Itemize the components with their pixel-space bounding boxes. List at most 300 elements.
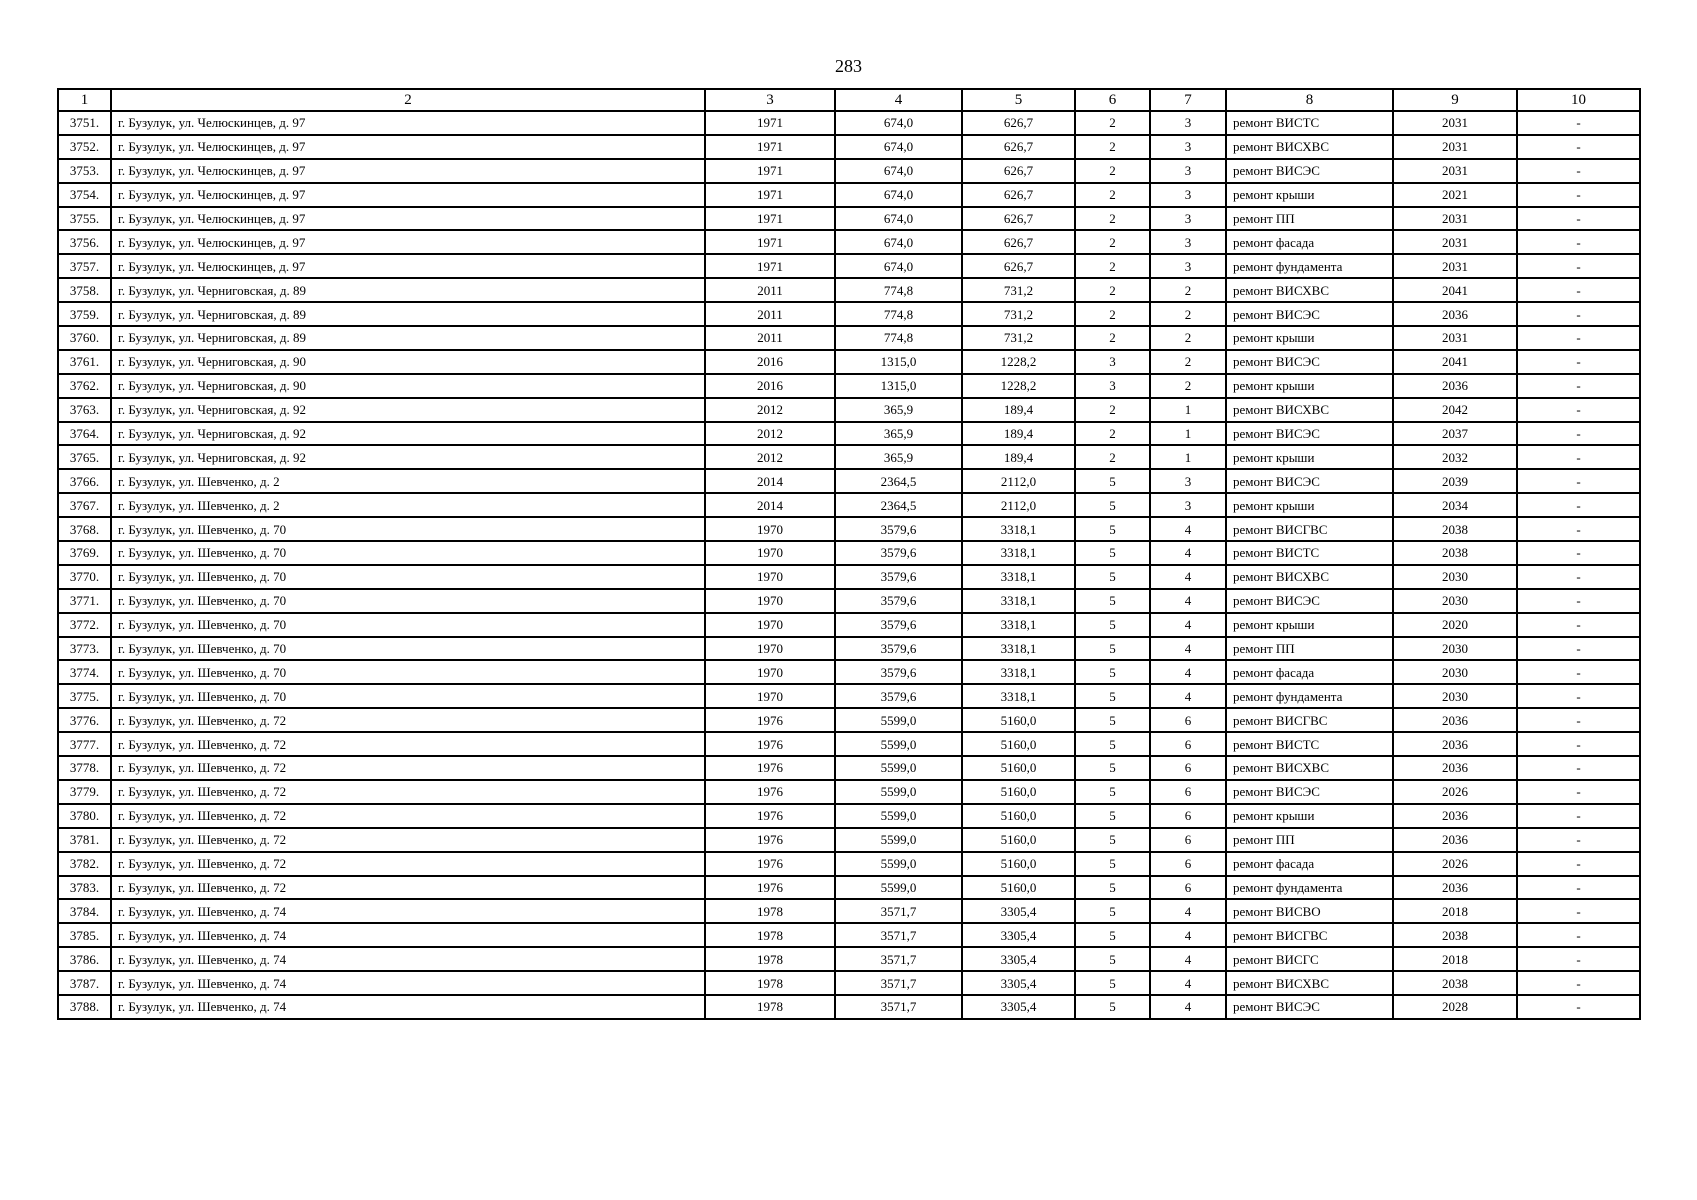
- note-cell: -: [1517, 828, 1640, 852]
- work-type-cell: ремонт фундамента: [1226, 876, 1393, 900]
- floors-count-cell: 5: [1075, 517, 1150, 541]
- living-area-cell: 3318,1: [962, 589, 1075, 613]
- entrances-count-cell: 1: [1150, 445, 1226, 469]
- living-area-cell: 5160,0: [962, 876, 1075, 900]
- total-area-cell: 3579,6: [835, 660, 962, 684]
- table-row: [58, 756, 1640, 780]
- address-cell: г. Бузулук, ул. Черниговская, д. 90: [111, 350, 705, 374]
- entrances-count-cell: 6: [1150, 852, 1226, 876]
- planned-year-cell: 2021: [1393, 183, 1517, 207]
- total-area-cell: 5599,0: [835, 804, 962, 828]
- total-area-cell: 5599,0: [835, 756, 962, 780]
- table-row: [58, 517, 1640, 541]
- table-row: [58, 541, 1640, 565]
- entrances-count-cell: 3: [1150, 111, 1226, 135]
- planned-year-cell: 2036: [1393, 732, 1517, 756]
- column-header: 9: [1393, 89, 1517, 111]
- total-area-cell: 674,0: [835, 183, 962, 207]
- floors-count-cell: 5: [1075, 947, 1150, 971]
- entrances-count-cell: 3: [1150, 230, 1226, 254]
- row-number-cell: 3765.: [58, 445, 111, 469]
- floors-count-cell: 2: [1075, 111, 1150, 135]
- table-row: [58, 183, 1640, 207]
- total-area-cell: 1315,0: [835, 350, 962, 374]
- year-built-cell: 1976: [705, 828, 835, 852]
- living-area-cell: 626,7: [962, 159, 1075, 183]
- total-area-cell: 5599,0: [835, 732, 962, 756]
- row-number-cell: 3761.: [58, 350, 111, 374]
- note-cell: -: [1517, 947, 1640, 971]
- table-row: [58, 589, 1640, 613]
- address-cell: г. Бузулук, ул. Черниговская, д. 89: [111, 278, 705, 302]
- floors-count-cell: 5: [1075, 493, 1150, 517]
- floors-count-cell: 5: [1075, 565, 1150, 589]
- year-built-cell: 2012: [705, 445, 835, 469]
- entrances-count-cell: 3: [1150, 469, 1226, 493]
- note-cell: -: [1517, 350, 1640, 374]
- living-area-cell: 2112,0: [962, 493, 1075, 517]
- row-number-cell: 3776.: [58, 708, 111, 732]
- note-cell: -: [1517, 684, 1640, 708]
- entrances-count-cell: 6: [1150, 804, 1226, 828]
- living-area-cell: 189,4: [962, 422, 1075, 446]
- total-area-cell: 3571,7: [835, 923, 962, 947]
- row-number-cell: 3762.: [58, 374, 111, 398]
- total-area-cell: 365,9: [835, 398, 962, 422]
- total-area-cell: 674,0: [835, 159, 962, 183]
- note-cell: -: [1517, 183, 1640, 207]
- table-row: [58, 637, 1640, 661]
- entrances-count-cell: 4: [1150, 899, 1226, 923]
- planned-year-cell: 2026: [1393, 780, 1517, 804]
- address-cell: г. Бузулук, ул. Шевченко, д. 72: [111, 756, 705, 780]
- note-cell: -: [1517, 589, 1640, 613]
- floors-count-cell: 5: [1075, 660, 1150, 684]
- year-built-cell: 1976: [705, 876, 835, 900]
- work-type-cell: ремонт крыши: [1226, 445, 1393, 469]
- row-number-cell: 3760.: [58, 326, 111, 350]
- row-number-cell: 3775.: [58, 684, 111, 708]
- floors-count-cell: 5: [1075, 613, 1150, 637]
- work-type-cell: ремонт ВИСЭС: [1226, 159, 1393, 183]
- year-built-cell: 1971: [705, 159, 835, 183]
- floors-count-cell: 5: [1075, 995, 1150, 1019]
- floors-count-cell: 2: [1075, 398, 1150, 422]
- address-cell: г. Бузулук, ул. Челюскинцев, д. 97: [111, 254, 705, 278]
- work-type-cell: ремонт фасада: [1226, 852, 1393, 876]
- work-type-cell: ремонт ВИСТС: [1226, 732, 1393, 756]
- floors-count-cell: 5: [1075, 780, 1150, 804]
- note-cell: -: [1517, 541, 1640, 565]
- work-type-cell: ремонт ВИСХВС: [1226, 565, 1393, 589]
- note-cell: -: [1517, 565, 1640, 589]
- floors-count-cell: 5: [1075, 684, 1150, 708]
- floors-count-cell: 5: [1075, 804, 1150, 828]
- work-type-cell: ремонт ВИСХВС: [1226, 398, 1393, 422]
- total-area-cell: 674,0: [835, 207, 962, 231]
- entrances-count-cell: 3: [1150, 254, 1226, 278]
- entrances-count-cell: 3: [1150, 183, 1226, 207]
- address-cell: г. Бузулук, ул. Челюскинцев, д. 97: [111, 207, 705, 231]
- row-number-cell: 3770.: [58, 565, 111, 589]
- work-type-cell: ремонт крыши: [1226, 183, 1393, 207]
- row-number-cell: 3753.: [58, 159, 111, 183]
- note-cell: -: [1517, 780, 1640, 804]
- address-cell: г. Бузулук, ул. Шевченко, д. 72: [111, 828, 705, 852]
- row-number-cell: 3755.: [58, 207, 111, 231]
- address-cell: г. Бузулук, ул. Шевченко, д. 72: [111, 708, 705, 732]
- floors-count-cell: 2: [1075, 254, 1150, 278]
- address-cell: г. Бузулук, ул. Шевченко, д. 74: [111, 971, 705, 995]
- work-type-cell: ремонт ВИСЭС: [1226, 589, 1393, 613]
- living-area-cell: 3318,1: [962, 541, 1075, 565]
- note-cell: -: [1517, 493, 1640, 517]
- year-built-cell: 1971: [705, 111, 835, 135]
- address-cell: г. Бузулук, ул. Черниговская, д. 89: [111, 302, 705, 326]
- table-row: [58, 350, 1640, 374]
- living-area-cell: 3305,4: [962, 923, 1075, 947]
- column-header: 6: [1075, 89, 1150, 111]
- row-number-cell: 3757.: [58, 254, 111, 278]
- address-cell: г. Бузулук, ул. Челюскинцев, д. 97: [111, 230, 705, 254]
- floors-count-cell: 2: [1075, 183, 1150, 207]
- year-built-cell: 1970: [705, 565, 835, 589]
- entrances-count-cell: 2: [1150, 278, 1226, 302]
- work-type-cell: ремонт ПП: [1226, 207, 1393, 231]
- work-type-cell: ремонт крыши: [1226, 493, 1393, 517]
- year-built-cell: 2014: [705, 493, 835, 517]
- floors-count-cell: 2: [1075, 230, 1150, 254]
- work-type-cell: ремонт ВИСГВС: [1226, 923, 1393, 947]
- year-built-cell: 1976: [705, 852, 835, 876]
- table-row: [58, 254, 1640, 278]
- column-header: 10: [1517, 89, 1640, 111]
- address-cell: г. Бузулук, ул. Черниговская, д. 92: [111, 422, 705, 446]
- entrances-count-cell: 2: [1150, 326, 1226, 350]
- note-cell: -: [1517, 804, 1640, 828]
- address-cell: г. Бузулук, ул. Шевченко, д. 70: [111, 517, 705, 541]
- note-cell: -: [1517, 445, 1640, 469]
- year-built-cell: 2016: [705, 374, 835, 398]
- floors-count-cell: 3: [1075, 350, 1150, 374]
- entrances-count-cell: 6: [1150, 828, 1226, 852]
- row-number-cell: 3778.: [58, 756, 111, 780]
- table-row: [58, 159, 1640, 183]
- total-area-cell: 3579,6: [835, 565, 962, 589]
- row-number-cell: 3751.: [58, 111, 111, 135]
- address-cell: г. Бузулук, ул. Шевченко, д. 74: [111, 947, 705, 971]
- table-row: [58, 780, 1640, 804]
- note-cell: -: [1517, 613, 1640, 637]
- column-header: 1: [58, 89, 111, 111]
- year-built-cell: 1970: [705, 517, 835, 541]
- floors-count-cell: 2: [1075, 278, 1150, 302]
- entrances-count-cell: 4: [1150, 971, 1226, 995]
- year-built-cell: 1976: [705, 756, 835, 780]
- row-number-cell: 3787.: [58, 971, 111, 995]
- work-type-cell: ремонт крыши: [1226, 374, 1393, 398]
- address-cell: г. Бузулук, ул. Шевченко, д. 2: [111, 469, 705, 493]
- planned-year-cell: 2020: [1393, 613, 1517, 637]
- total-area-cell: 365,9: [835, 445, 962, 469]
- floors-count-cell: 2: [1075, 445, 1150, 469]
- year-built-cell: 1976: [705, 804, 835, 828]
- living-area-cell: 731,2: [962, 326, 1075, 350]
- work-type-cell: ремонт ВИСХВС: [1226, 971, 1393, 995]
- planned-year-cell: 2036: [1393, 756, 1517, 780]
- year-built-cell: 2012: [705, 422, 835, 446]
- work-type-cell: ремонт ПП: [1226, 637, 1393, 661]
- work-type-cell: ремонт ВИСГВС: [1226, 708, 1393, 732]
- note-cell: -: [1517, 278, 1640, 302]
- total-area-cell: 3579,6: [835, 684, 962, 708]
- note-cell: -: [1517, 326, 1640, 350]
- row-number-cell: 3763.: [58, 398, 111, 422]
- work-type-cell: ремонт фундамента: [1226, 684, 1393, 708]
- floors-count-cell: 3: [1075, 374, 1150, 398]
- total-area-cell: 3571,7: [835, 947, 962, 971]
- entrances-count-cell: 3: [1150, 135, 1226, 159]
- address-cell: г. Бузулук, ул. Черниговская, д. 89: [111, 326, 705, 350]
- year-built-cell: 1978: [705, 947, 835, 971]
- year-built-cell: 1970: [705, 660, 835, 684]
- planned-year-cell: 2036: [1393, 804, 1517, 828]
- total-area-cell: 3579,6: [835, 637, 962, 661]
- year-built-cell: 1970: [705, 637, 835, 661]
- planned-year-cell: 2036: [1393, 876, 1517, 900]
- table-row: [58, 804, 1640, 828]
- table-row: [58, 565, 1640, 589]
- note-cell: -: [1517, 469, 1640, 493]
- work-type-cell: ремонт ВИСТС: [1226, 541, 1393, 565]
- entrances-count-cell: 4: [1150, 613, 1226, 637]
- entrances-count-cell: 4: [1150, 684, 1226, 708]
- row-number-cell: 3764.: [58, 422, 111, 446]
- column-header: 5: [962, 89, 1075, 111]
- entrances-count-cell: 6: [1150, 708, 1226, 732]
- table-row: [58, 613, 1640, 637]
- address-cell: г. Бузулук, ул. Челюскинцев, д. 97: [111, 135, 705, 159]
- address-cell: г. Бузулук, ул. Шевченко, д. 70: [111, 637, 705, 661]
- living-area-cell: 3305,4: [962, 947, 1075, 971]
- table-body: [58, 111, 1640, 1019]
- address-cell: г. Бузулук, ул. Шевченко, д. 2: [111, 493, 705, 517]
- total-area-cell: 5599,0: [835, 852, 962, 876]
- living-area-cell: 3318,1: [962, 684, 1075, 708]
- table-row: [58, 374, 1640, 398]
- table-row: [58, 876, 1640, 900]
- total-area-cell: 3571,7: [835, 995, 962, 1019]
- note-cell: -: [1517, 135, 1640, 159]
- total-area-cell: 674,0: [835, 254, 962, 278]
- floors-count-cell: 2: [1075, 135, 1150, 159]
- address-cell: г. Бузулук, ул. Шевченко, д. 72: [111, 876, 705, 900]
- year-built-cell: 2014: [705, 469, 835, 493]
- row-number-cell: 3773.: [58, 637, 111, 661]
- row-number-cell: 3777.: [58, 732, 111, 756]
- living-area-cell: 5160,0: [962, 780, 1075, 804]
- living-area-cell: 626,7: [962, 254, 1075, 278]
- address-cell: г. Бузулук, ул. Шевченко, д. 70: [111, 660, 705, 684]
- year-built-cell: 1971: [705, 254, 835, 278]
- note-cell: -: [1517, 422, 1640, 446]
- entrances-count-cell: 6: [1150, 756, 1226, 780]
- floors-count-cell: 5: [1075, 923, 1150, 947]
- living-area-cell: 1228,2: [962, 374, 1075, 398]
- work-type-cell: ремонт ВИСГС: [1226, 947, 1393, 971]
- entrances-count-cell: 3: [1150, 207, 1226, 231]
- planned-year-cell: 2030: [1393, 637, 1517, 661]
- note-cell: -: [1517, 111, 1640, 135]
- year-built-cell: 1970: [705, 684, 835, 708]
- row-number-cell: 3752.: [58, 135, 111, 159]
- total-area-cell: 3571,7: [835, 899, 962, 923]
- address-cell: г. Бузулук, ул. Черниговская, д. 90: [111, 374, 705, 398]
- row-number-cell: 3784.: [58, 899, 111, 923]
- note-cell: -: [1517, 637, 1640, 661]
- table-row: [58, 398, 1640, 422]
- row-number-cell: 3782.: [58, 852, 111, 876]
- total-area-cell: 2364,5: [835, 469, 962, 493]
- planned-year-cell: 2041: [1393, 350, 1517, 374]
- table-row: [58, 493, 1640, 517]
- column-header: 4: [835, 89, 962, 111]
- work-type-cell: ремонт крыши: [1226, 326, 1393, 350]
- work-type-cell: ремонт фундамента: [1226, 254, 1393, 278]
- total-area-cell: 674,0: [835, 111, 962, 135]
- year-built-cell: 1970: [705, 541, 835, 565]
- planned-year-cell: 2031: [1393, 326, 1517, 350]
- work-type-cell: ремонт крыши: [1226, 613, 1393, 637]
- planned-year-cell: 2038: [1393, 517, 1517, 541]
- entrances-count-cell: 4: [1150, 947, 1226, 971]
- address-cell: г. Бузулук, ул. Челюскинцев, д. 97: [111, 111, 705, 135]
- row-number-cell: 3768.: [58, 517, 111, 541]
- address-cell: г. Бузулук, ул. Шевченко, д. 72: [111, 780, 705, 804]
- living-area-cell: 5160,0: [962, 804, 1075, 828]
- entrances-count-cell: 4: [1150, 541, 1226, 565]
- planned-year-cell: 2030: [1393, 660, 1517, 684]
- living-area-cell: 3318,1: [962, 517, 1075, 541]
- table-row: [58, 111, 1640, 135]
- table-row: [58, 852, 1640, 876]
- table-row: [58, 923, 1640, 947]
- note-cell: -: [1517, 876, 1640, 900]
- living-area-cell: 3305,4: [962, 899, 1075, 923]
- row-number-cell: 3774.: [58, 660, 111, 684]
- note-cell: -: [1517, 207, 1640, 231]
- table-row: [58, 708, 1640, 732]
- planned-year-cell: 2018: [1393, 899, 1517, 923]
- address-cell: г. Бузулук, ул. Шевченко, д. 72: [111, 804, 705, 828]
- work-type-cell: ремонт ВИСЭС: [1226, 780, 1393, 804]
- table-row: [58, 302, 1640, 326]
- floors-count-cell: 5: [1075, 971, 1150, 995]
- total-area-cell: 5599,0: [835, 876, 962, 900]
- address-cell: г. Бузулук, ул. Черниговская, д. 92: [111, 445, 705, 469]
- table-row: [58, 732, 1640, 756]
- planned-year-cell: 2042: [1393, 398, 1517, 422]
- note-cell: -: [1517, 517, 1640, 541]
- note-cell: -: [1517, 230, 1640, 254]
- living-area-cell: 626,7: [962, 135, 1075, 159]
- year-built-cell: 1971: [705, 230, 835, 254]
- planned-year-cell: 2039: [1393, 469, 1517, 493]
- work-type-cell: ремонт ВИСЭС: [1226, 302, 1393, 326]
- address-cell: г. Бузулук, ул. Шевченко, д. 74: [111, 899, 705, 923]
- planned-year-cell: 2031: [1393, 159, 1517, 183]
- note-cell: -: [1517, 732, 1640, 756]
- year-built-cell: 1971: [705, 135, 835, 159]
- total-area-cell: 3579,6: [835, 589, 962, 613]
- note-cell: -: [1517, 660, 1640, 684]
- planned-year-cell: 2031: [1393, 230, 1517, 254]
- address-cell: г. Бузулук, ул. Челюскинцев, д. 97: [111, 183, 705, 207]
- living-area-cell: 3318,1: [962, 637, 1075, 661]
- living-area-cell: 626,7: [962, 207, 1075, 231]
- year-built-cell: 2011: [705, 302, 835, 326]
- entrances-count-cell: 6: [1150, 780, 1226, 804]
- entrances-count-cell: 4: [1150, 565, 1226, 589]
- work-type-cell: ремонт ВИСТС: [1226, 111, 1393, 135]
- address-cell: г. Бузулук, ул. Шевченко, д. 72: [111, 732, 705, 756]
- table-row: [58, 899, 1640, 923]
- entrances-count-cell: 1: [1150, 398, 1226, 422]
- floors-count-cell: 5: [1075, 541, 1150, 565]
- note-cell: -: [1517, 971, 1640, 995]
- floors-count-cell: 2: [1075, 207, 1150, 231]
- note-cell: -: [1517, 159, 1640, 183]
- year-built-cell: 1978: [705, 923, 835, 947]
- living-area-cell: 1228,2: [962, 350, 1075, 374]
- table-row: [58, 947, 1640, 971]
- column-header: 7: [1150, 89, 1226, 111]
- total-area-cell: 3579,6: [835, 517, 962, 541]
- floors-count-cell: 5: [1075, 852, 1150, 876]
- floors-count-cell: 5: [1075, 876, 1150, 900]
- total-area-cell: 1315,0: [835, 374, 962, 398]
- planned-year-cell: 2038: [1393, 923, 1517, 947]
- note-cell: -: [1517, 374, 1640, 398]
- entrances-count-cell: 2: [1150, 374, 1226, 398]
- address-cell: г. Бузулук, ул. Челюскинцев, д. 97: [111, 159, 705, 183]
- living-area-cell: 189,4: [962, 398, 1075, 422]
- year-built-cell: 1978: [705, 899, 835, 923]
- year-built-cell: 1971: [705, 183, 835, 207]
- living-area-cell: 2112,0: [962, 469, 1075, 493]
- table-row: [58, 207, 1640, 231]
- table-row: [58, 828, 1640, 852]
- planned-year-cell: 2036: [1393, 374, 1517, 398]
- row-number-cell: 3754.: [58, 183, 111, 207]
- work-type-cell: ремонт ВИСЭС: [1226, 422, 1393, 446]
- planned-year-cell: 2030: [1393, 684, 1517, 708]
- work-type-cell: ремонт ВИСХВС: [1226, 135, 1393, 159]
- address-cell: г. Бузулук, ул. Шевченко, д. 70: [111, 589, 705, 613]
- row-number-cell: 3779.: [58, 780, 111, 804]
- living-area-cell: 731,2: [962, 302, 1075, 326]
- planned-year-cell: 2036: [1393, 302, 1517, 326]
- row-number-cell: 3771.: [58, 589, 111, 613]
- work-type-cell: ремонт фасада: [1226, 230, 1393, 254]
- living-area-cell: 5160,0: [962, 756, 1075, 780]
- total-area-cell: 3571,7: [835, 971, 962, 995]
- entrances-count-cell: 4: [1150, 637, 1226, 661]
- entrances-count-cell: 3: [1150, 159, 1226, 183]
- planned-year-cell: 2030: [1393, 565, 1517, 589]
- table-row: [58, 326, 1640, 350]
- floors-count-cell: 2: [1075, 159, 1150, 183]
